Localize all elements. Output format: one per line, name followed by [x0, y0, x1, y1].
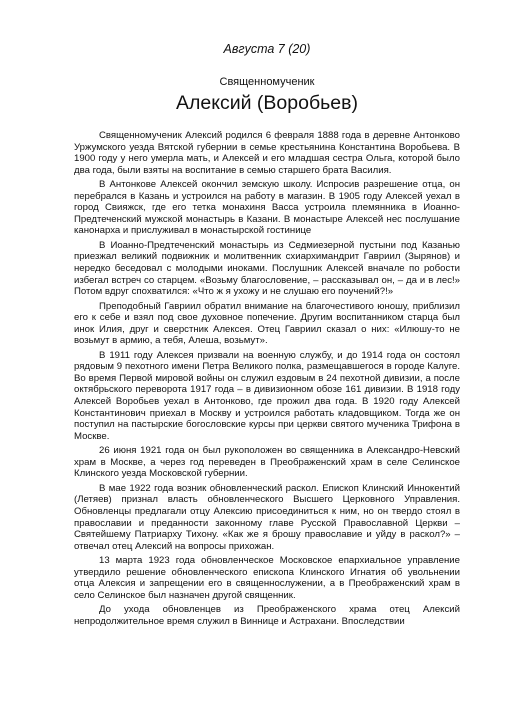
paragraph: До ухода обновленцев из Преображенского храма отец Алексий непродолжительное время служил в Виннице и Астрахани. Впоследствии [74, 604, 460, 627]
paragraph: Священномученик Алексий родился 6 февраля 1888 года в деревне Антонково Уржумского уезда Вятской губернии в семье крестьянина Константина Воробьева. В 1900 году у него умерла мать, и Алексей и его младшая сестра Ольга, которой было два года, были взяты на воспитание в семью старшего брата Василия. [74, 130, 460, 176]
paragraph: 26 июня 1921 года он был рукоположен во священника в Александро-Невский храм в Москве, а через год переведен в Преображенский храм в селе Селинское Клинского уезда Московской губернии. [74, 445, 460, 480]
paragraph: В Антонкове Алексей окончил земскую школу. Испросив разрешение отца, он перебрался в Казань и устроился на работу в магазин. В 1905 году Алексей уехал в город Свияжск, где его тетка монахиня Васса устроила племянника в Иоанно-Предтеченский мужской монастырь в Казани. В монастыре Алексей нес послушание канонарха и прислуживал в монастырской гостинице [74, 179, 460, 237]
paragraph: В Иоанно-Предтеченский монастырь из Седмиезерной пустыни под Казанью приезжал великий подвижник и молитвенник схиархимандрит Гавриил (Зырянов) и нередко беседовал с молодыми иноками. Послушник Алексей вначале по робости избегал встреч со старцем. «Возьму благословение, – рассказывал он, – да и в лес!» Потом вдруг спохватился: «Что ж я ухожу и не слушаю его поучений?!» [74, 239, 460, 298]
feast-date: Августа 7 (20) [223, 42, 311, 56]
saint-rank: Священномученик [219, 76, 315, 88]
paragraph: Преподобный Гавриил обратил внимание на благочестивого юношу, приблизил его к себе и взял под свое духовное попечение. Другим воспитанником старца был инок Илия, друг и сверстник Алексея. Отец Гавриил сказал о них: «Илюшу-то не возьмут в армию, а тебя, Алеша, возьмут». [74, 300, 460, 347]
saint-name: Алексий (Воробьев) [176, 92, 358, 114]
document-body [74, 130, 460, 627]
paragraph: 13 марта 1923 года обновленческое Московское епархиальное управление утвердило решение обновленческого епископа Клинского Игнатия об увольнении отца Алексия и запрещении его в священнослужении, а в Преображенский храм в село Селинское был назначен другой священник. [74, 555, 460, 601]
paragraph: В мае 1922 года возник обновленческий раскол. Епископ Клинский Иннокентий (Летяев) признал власть обновленческого Высшего Церковного Управления. Обновленцы предлагали отцу Алексию присоединиться к ним, но он твердо стоял в православии и преданности законному главе Русской Православной Церкви – Святейшему Патриарху Тихону. «Как же я брошу православие и уйду в раскол?» – отвечал отец Алексий на вопросы прихожан. [74, 482, 460, 552]
paragraph: В 1911 году Алексея призвали на военную службу, и до 1914 года он состоял рядовым 9 пехотного имени Петра Великого полка, размещавшегося в городе Калуге. Во время Первой мировой войны он служил ездовым в 24 пехотной дивизии, а после октябрьского переворота 1917 года – в дивизионном обозе 161 дивизии. В 1918 году Алексей Воробьев уехал в Антонково, где прожил два года. В 1920 году Алексей Константинович приехал в Москву и устроился работать кладовщиком. Тогда же он поступил на пастырские богословские курсы при церкви святого мученика Трифона в Москве. [74, 349, 460, 442]
